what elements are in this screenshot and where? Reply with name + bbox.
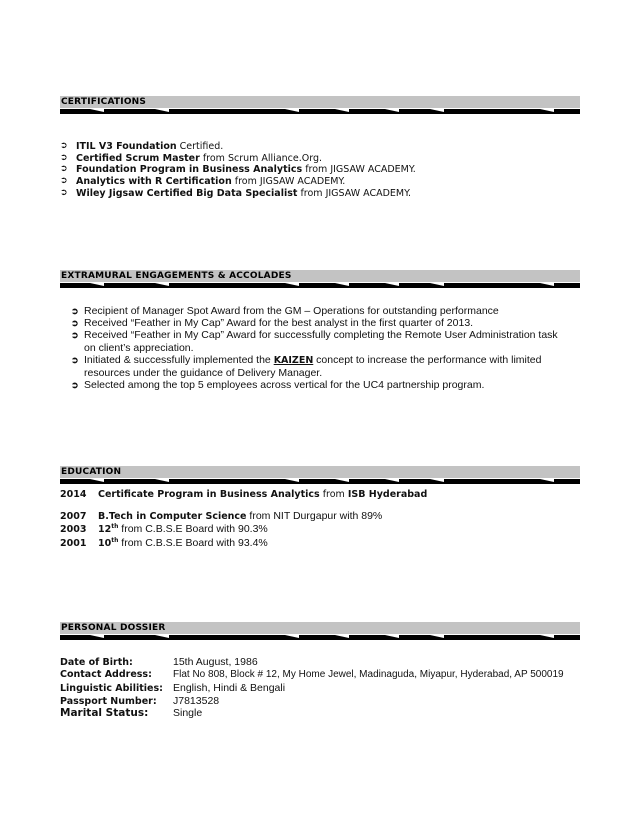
education-section	[60, 466, 580, 484]
list-item: ➲ ITIL V3 Foundation Certified.	[60, 141, 224, 152]
education-row: 2007 B.Tech in Computer Science from NIT Durgapur with 89%	[60, 510, 383, 522]
extramural-section	[60, 270, 580, 288]
section-heading: EDUCATION	[60, 466, 580, 478]
list-item: ➲ Recipient of Manager Spot Award from the GM – Operations for outstanding performance	[71, 305, 499, 317]
list-item: ➲ Selected among the top 5 employees across vertical for the UC4 partnership program.	[71, 379, 485, 392]
personal-row: Linguistic Abilities: English, Hindi & Bengali	[60, 682, 286, 694]
arrow-bullet-icon: ➲	[71, 354, 79, 365]
list-item: ➲ Foundation Program in Business Analytics from JIGSAW ACADEMY.	[60, 164, 416, 176]
personal-row: Date of Birth: 15th August, 1986	[60, 656, 258, 668]
list-item: ➲ Received “Feather in My Cap” Award for the best analyst in the first quarter of 2013.	[71, 317, 474, 330]
arrow-bullet-icon: ➲	[60, 176, 68, 187]
arrow-bullet-icon: ➲	[71, 380, 79, 391]
section-heading: PERSONAL DOSSIER	[60, 622, 580, 634]
list-item: ➲ Received “Feather in My Cap” Award for successfully completing the Remote User Administration task on client’s appreciation.	[71, 329, 558, 354]
education-row: 2001 10th from C.B.S.E Board with 93.4%	[60, 537, 268, 550]
section-divider	[60, 479, 580, 484]
list-item: ➲ Analytics with R Certification from JIGSAW ACADEMY.	[60, 176, 346, 188]
education-row: 2003 12th from C.B.S.E Board with 90.3%	[60, 523, 268, 536]
certifications-list	[60, 141, 416, 200]
personal-section	[60, 622, 580, 640]
section-divider	[60, 635, 580, 640]
arrow-bullet-icon: ➲	[60, 141, 68, 151]
section-divider	[60, 109, 580, 114]
arrow-bullet-icon: ➲	[71, 330, 79, 341]
kaizen-keyword: KAIZEN	[273, 354, 314, 366]
list-item: ➲ Initiated & successfully implemented the KAIZEN concept to increase the performance with limited resources under the guidance of Delivery Manager.	[71, 353, 542, 380]
personal-row: Contact Address: Flat No 808, Block # 12, My Home Jewel, Madinaguda, Miyapur, Hyderabad, AP 500019	[60, 669, 564, 680]
list-item: ➲ Certified Scrum Master from Scrum Alliance.Org.	[60, 152, 323, 164]
arrow-bullet-icon: ➲	[60, 152, 68, 163]
arrow-bullet-icon: ➲	[60, 164, 68, 175]
section-divider	[60, 283, 580, 288]
section-heading: EXTRAMURAL ENGAGEMENTS & ACCOLADES	[60, 270, 580, 282]
arrow-bullet-icon: ➲	[71, 306, 79, 316]
arrow-bullet-icon: ➲	[71, 318, 79, 329]
certifications-section	[60, 96, 580, 114]
extramural-list	[71, 305, 571, 391]
personal-row: Marital Status: Single	[60, 707, 203, 719]
education-row: 2014 Certificate Program in Business Analytics from ISB Hyderabad	[60, 489, 428, 500]
personal-row: Passport Number: J7813528	[60, 695, 220, 707]
section-heading: CERTIFICATIONS	[60, 96, 580, 108]
list-item: ➲ Wiley Jigsaw Certified Big Data Specialist from JIGSAW ACADEMY.	[60, 187, 412, 199]
arrow-bullet-icon: ➲	[60, 187, 68, 198]
